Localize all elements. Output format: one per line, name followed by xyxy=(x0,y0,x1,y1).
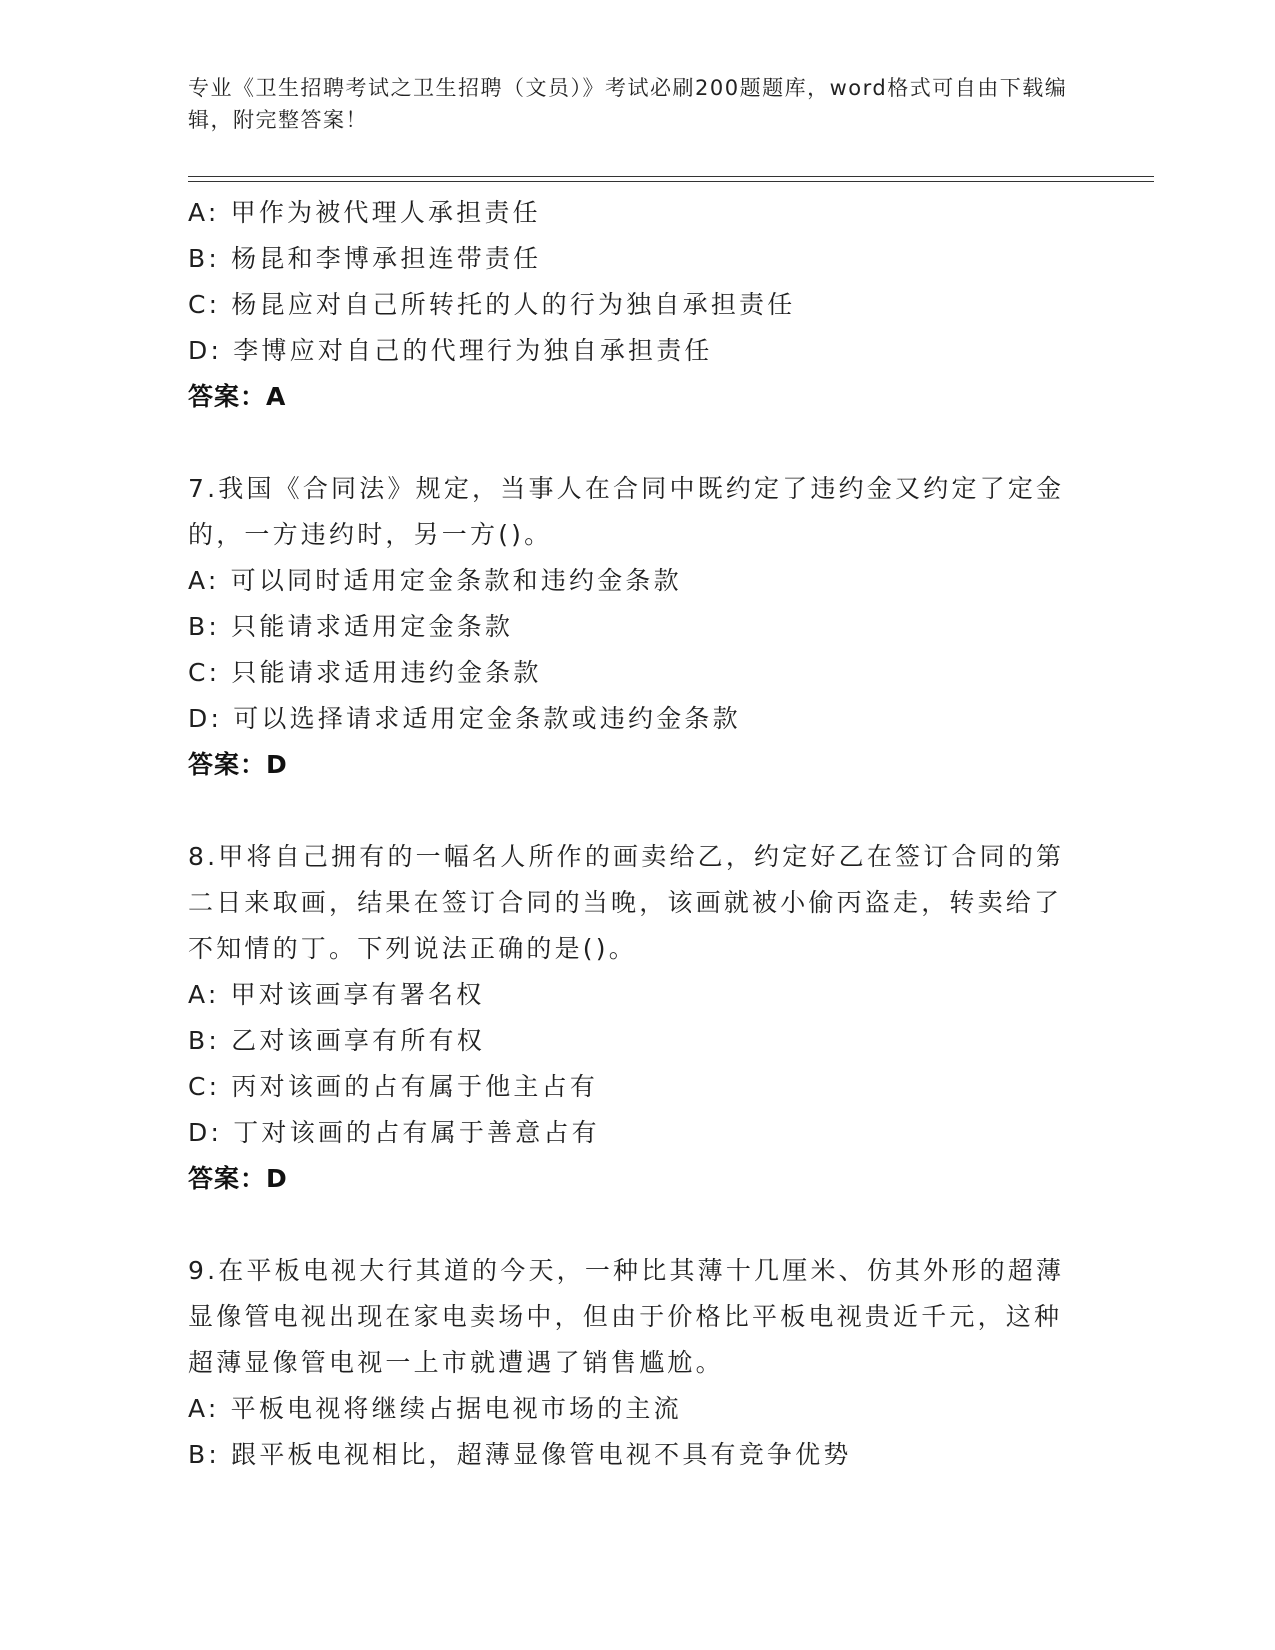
answer: 答案：D xyxy=(188,750,288,779)
question-7 xyxy=(188,466,1068,788)
header-divider-bottom xyxy=(188,181,1154,182)
option-c: C: 只能请求适用违约金条款 xyxy=(188,658,542,687)
option-a: A: 平板电视将继续占据电视市场的主流 xyxy=(188,1394,682,1423)
option-b: B: 乙对该画享有所有权 xyxy=(188,1026,485,1055)
spacer xyxy=(188,788,1068,834)
question-6 xyxy=(188,190,1068,420)
question-stem: 8.甲将自己拥有的一幅名人所作的画卖给乙，约定好乙在签订合同的第二日来取画，结果在签订合同的当晚，该画就被小偷丙盗走，转卖给了不知情的丁。下列说法正确的是()。 xyxy=(188,842,1065,963)
option-b: B: 跟平板电视相比，超薄显像管电视不具有竞争优势 xyxy=(188,1440,852,1469)
option-a: A: 甲对该画享有署名权 xyxy=(188,980,485,1009)
option-a: A: 可以同时适用定金条款和违约金条款 xyxy=(188,566,682,595)
question-9 xyxy=(188,1248,1068,1478)
document-header: 专业《卫生招聘考试之卫生招聘（文员）》考试必刷200题题库，word格式可自由下载编辑，附完整答案！ xyxy=(188,76,1068,132)
option-c: C: 丙对该画的占有属于他主占有 xyxy=(188,1072,599,1101)
answer: 答案：A xyxy=(188,382,287,411)
spacer xyxy=(188,420,1068,466)
answer: 答案：D xyxy=(188,1164,288,1193)
option-d: D: 可以选择请求适用定金条款或违约金条款 xyxy=(188,704,741,733)
option-b: B: 杨昆和李博承担连带责任 xyxy=(188,244,542,273)
option-a: A: 甲作为被代理人承担责任 xyxy=(188,198,541,227)
option-c: C: 杨昆应对自己所转托的人的行为独自承担责任 xyxy=(188,290,796,319)
header-divider-top xyxy=(188,176,1154,177)
option-d: D: 李博应对自己的代理行为独自承担责任 xyxy=(188,336,713,365)
question-stem: 9.在平板电视大行其道的今天，一种比其薄十几厘米、仿其外形的超薄显像管电视出现在家电卖场中，但由于价格比平板电视贵近千元，这种超薄显像管电视一上市就遭遇了销售尴尬。 xyxy=(188,1256,1065,1377)
document-body xyxy=(188,190,1068,1478)
option-b: B: 只能请求适用定金条款 xyxy=(188,612,514,641)
option-d: D: 丁对该画的占有属于善意占有 xyxy=(188,1118,600,1147)
question-8 xyxy=(188,834,1068,1202)
spacer xyxy=(188,1202,1068,1248)
question-stem: 7.我国《合同法》规定，当事人在合同中既约定了违约金又约定了定金的，一方违约时，另一方()。 xyxy=(188,474,1065,549)
